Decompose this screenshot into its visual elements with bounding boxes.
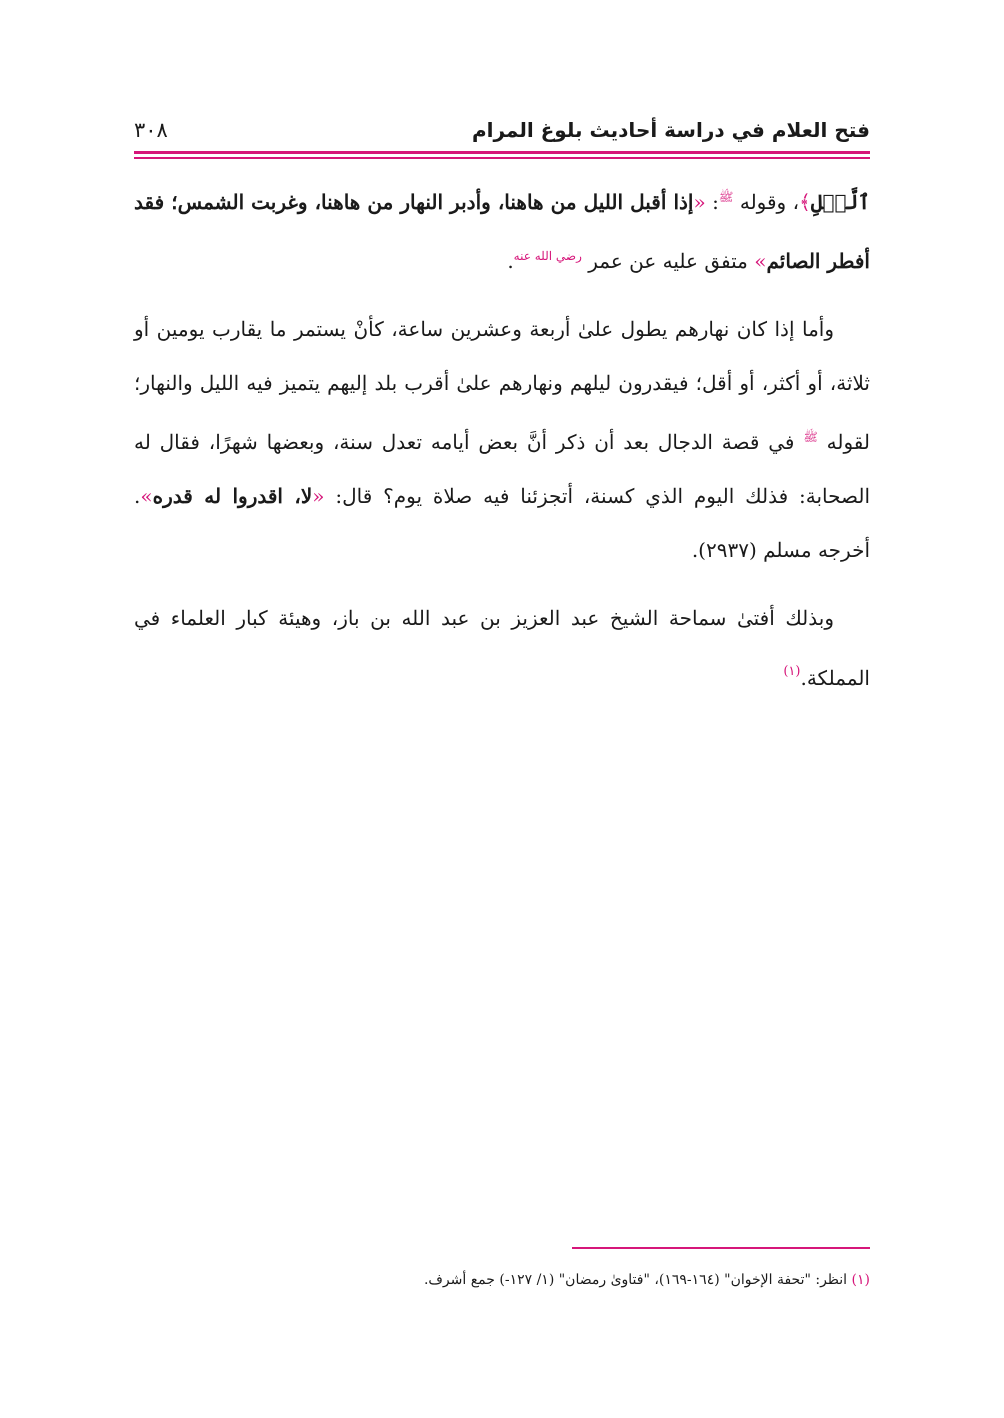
- text-span: في قصة الدجال بعد أن ذكر أنَّ بعض أيامه تعدل سنة، وبعضها شهرًا، فقال له الصحابة: فذلك اليوم الذي كسنة، أتجزئنا فيه صلاة يوم؟ قال:: [134, 430, 871, 508]
- close-quote: »: [754, 249, 767, 273]
- open-quote: «: [312, 484, 325, 508]
- text-span: وأما إذا كان نهارهم يطول علىٰ أربعة وعشرين ساعة، كأنْ يستمر ما يقارب يومين أو ثلاثة، أو أكثر، أو أقل؛ فيقدرون ليلهم ونهارهم علىٰ أقرب بلد إليهم يتميز فيه الليل والنهار؛ لقوله: [134, 317, 870, 454]
- paragraph-1: [134, 170, 870, 288]
- text-span: وبذلك أفتىٰ سماحة الشيخ عبد العزيز بن عبد الله بن باز، وهيئة كبار العلماء في المملكة.: [134, 606, 870, 690]
- hadith-text: إذا أقبل الليل من هاهنا، وأدبر النهار من هاهنا، وغربت الشمس؛ فقد أفطر الصائم: [134, 190, 870, 273]
- header-rule-thick: [134, 151, 870, 154]
- page-number: ٣٠٨: [134, 118, 168, 142]
- quran-word: ٱلَّيۡلِ: [810, 190, 870, 214]
- text-span: ، وقوله: [739, 190, 800, 214]
- honorific-glyph: رضي الله عنه: [513, 249, 582, 263]
- honorific-glyph: ﷺ: [718, 190, 734, 204]
- quran-bracket: ﴾: [799, 190, 811, 214]
- text-span: متفق عليه عن عمر: [581, 249, 755, 273]
- text-span: :: [705, 190, 719, 214]
- paragraph-3: [134, 591, 870, 705]
- hadith-text: لا، اقدروا له قدره: [152, 484, 313, 508]
- header-rule-thin: [134, 157, 870, 159]
- honorific-glyph: ﷺ: [803, 430, 818, 444]
- footnote-text: انظر: "تحفة الإخوان" (١٦٤-١٦٩)، "فتاوىٰ رمضان" (١/ ١٢٧-) جمع أشرف.: [423, 1272, 852, 1288]
- text-span: .: [507, 249, 514, 273]
- running-header: [134, 112, 870, 148]
- footnote: [134, 1268, 870, 1292]
- book-title: فتح العلام في دراسة أحاديث بلوغ المرام: [471, 118, 870, 142]
- text-span: . أخرجه مسلم (٢٩٣٧).: [134, 484, 870, 562]
- main-text: [134, 170, 870, 719]
- footnote-number: (١): [851, 1272, 870, 1288]
- close-quote: »: [140, 484, 153, 508]
- footnote-reference[interactable]: (١): [783, 664, 801, 679]
- paragraph-2: [134, 302, 870, 577]
- footnote-separator: [572, 1247, 870, 1249]
- open-quote: «: [693, 190, 706, 214]
